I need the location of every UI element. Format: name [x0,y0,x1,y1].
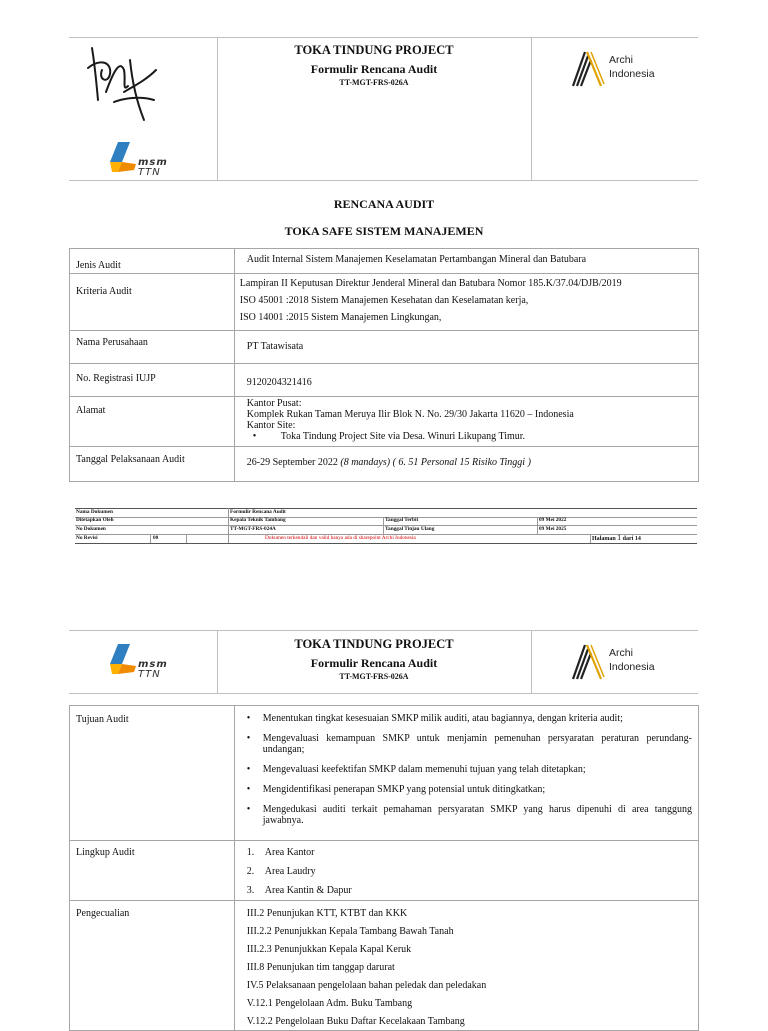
pengecualian-item: III.2.3 Penunjukkan Kepala Kapal Keruk [246,944,412,955]
project-title: TOKA TINDUNG PROJECT [294,43,454,57]
value-tujuan-audit [234,706,698,841]
archi-text: Archi [609,54,633,66]
lingkup-item: 2. Area Laudry [246,866,316,877]
footer-ditetapkan-label: Ditetapkan Oleh [76,517,114,523]
indonesia-text: Indonesia [609,68,655,80]
archi-text-2: Archi [609,647,633,659]
footer-tanggal-terbit-value: 09 Mei 2022 [539,517,567,523]
pengecualian-item: III.2.2 Penunjukkan Kepala Tambang Bawah Tanah [246,926,454,937]
form-code: TT-MGT-FRS-026A [339,78,409,87]
label-pengecualian: Pengecualian [70,901,235,1031]
tujuan-item: • Mengedukasi auditi terkait pemahaman persyaratan SMKP yang harus dipenuhi di area tanggung jawabnya. [241,804,692,826]
pengecualian-item: V.12.2 Pengelolaan Buku Daftar Kecelakaan Tambang [246,1016,465,1027]
indonesia-text-2: Indonesia [609,661,655,673]
label-kriteria-audit: Kriteria Audit [70,274,235,331]
label-lingkup-audit: Lingkup Audit [70,841,235,901]
value-alamat: Kantor Pusat: Komplek Rukan Taman Meruya Ilir Blok N. No. 29/30 Jakarta 11620 – Indonesia Kantor Site: • Toka Tindung Project Site via Desa. Winuri Likupang Timur. [234,397,698,447]
project-title-2: TOKA TINDUNG PROJECT [294,637,454,651]
label-alamat: Alamat [70,397,235,447]
archi-indonesia-logo [571,48,671,90]
pengecualian-item: III.2 Penunjukan KTT, KTBT dan KKK [246,908,408,919]
archi-indonesia-logo-2 [571,641,671,683]
pengecualian-item: V.12.1 Pengelolaan Adm. Buku Tambang [246,998,413,1009]
logo-text-ttn: TTN [138,167,161,178]
lingkup-item: 3. Area Kantin & Dapur [246,885,352,896]
pengecualian-item: III.8 Penunjukan tim tanggap darurat [246,962,395,973]
signature [84,40,164,132]
label-nama-perusahaan: Nama Perusahaan [70,331,235,364]
form-code-2: TT-MGT-FRS-026A [339,672,409,681]
msm-ttn-logo [110,140,180,180]
tujuan-item: • Mengidentifikasi penerapan SMKP yang potensial untuk ditingkatkan; [241,784,692,795]
label-tujuan-audit: Tujuan Audit [70,706,235,841]
value-nama-perusahaan: PT Tatawisata [234,331,698,364]
footer-tanggal-tinjau-label: Tanggal Tinjau Ulang [385,526,435,532]
label-jenis-audit: Jenis Audit [70,249,235,274]
logo-text-ttn-2: TTN [138,669,161,680]
logo-text-msm: msm [138,157,168,168]
value-registrasi-iujp: 9120204321416 [234,364,698,397]
label-tanggal-pelaksanaan: Tanggal Pelaksanaan Audit [70,447,235,482]
form-title: Formulir Rencana Audit [310,62,438,76]
footer-no-revisi-value: 00 [153,535,159,541]
footer-nama-dokumen-value: Formulir Rencana Audit [230,509,286,515]
footer-no-revisi-label: No Revisi [76,535,98,541]
footer-notice: Dokumen terkendali dan valid hanya ada di sharepoint Archi Indonesia [265,535,416,541]
value-kriteria-audit: Lampiran II Keputusan Direktur Jenderal Mineral dan Batubara Nomor 185.K/37.04/DJB/2019 ISO 45001 :2018 Sistem Manajemen Kesehatan dan Keselamatan kerja, ISO 14001 :2015 Sistem Manajemen Lingkungan, [234,274,698,331]
label-registrasi-iujp: No. Registrasi IUJP [70,364,235,397]
value-lingkup-audit [234,841,698,901]
logo-text-msm-2: msm [138,659,168,670]
value-jenis-audit: Audit Internal Sistem Manajemen Keselamatan Pertambangan Mineral dan Batubara [234,249,698,274]
pengecualian-item: IV.5 Pelaksanaan pengelolaan bahan peledak dan peledakan [246,980,487,991]
lingkup-item: 1. Area Kantor [246,847,315,858]
tujuan-item: • Menentukan tingkat kesesuaian SMKP milik auditi, atau bagiannya, dengan kriteria audit; [241,713,692,724]
footer-tanggal-tinjau-value: 09 Mei 2025 [539,526,567,532]
footer-tanggal-terbit-label: Tanggal Terbit [385,517,419,523]
doc-title-2: TOKA SAFE SISTEM MANAJEMEN [284,224,484,238]
footer-ditetapkan-value: Kepala Teknik Tambang [230,517,286,523]
footer-nama-dokumen-label: Nama Dokumen [76,509,113,515]
form-title-2: Formulir Rencana Audit [310,656,438,670]
doc-title-1: RENCANA AUDIT [333,197,435,211]
value-tanggal-pelaksanaan: 26-29 September 2022 (8 mandays) ( 6. 51 Personal 15 Risiko Tinggi ) [234,447,698,482]
value-pengecualian [234,901,698,1031]
msm-ttn-logo-2 [110,642,180,682]
audit-scope-table [69,705,699,1031]
tujuan-item: • Mengevaluasi kemampuan SMKP untuk menjamin pemenuhan persyaratan peraturan perundang-undangan; [241,733,692,755]
footer-halaman: Halaman 1 dari 14 [592,533,641,542]
footer-no-dokumen-label: No Dokumen [76,526,106,532]
audit-info-table [69,248,699,482]
footer-no-dokumen-value: TT-MGT-FRS-024A [230,526,276,532]
tujuan-item: • Mengevaluasi keefektifan SMKP dalam memenuhi tujuan yang telah ditetapkan; [241,764,692,775]
